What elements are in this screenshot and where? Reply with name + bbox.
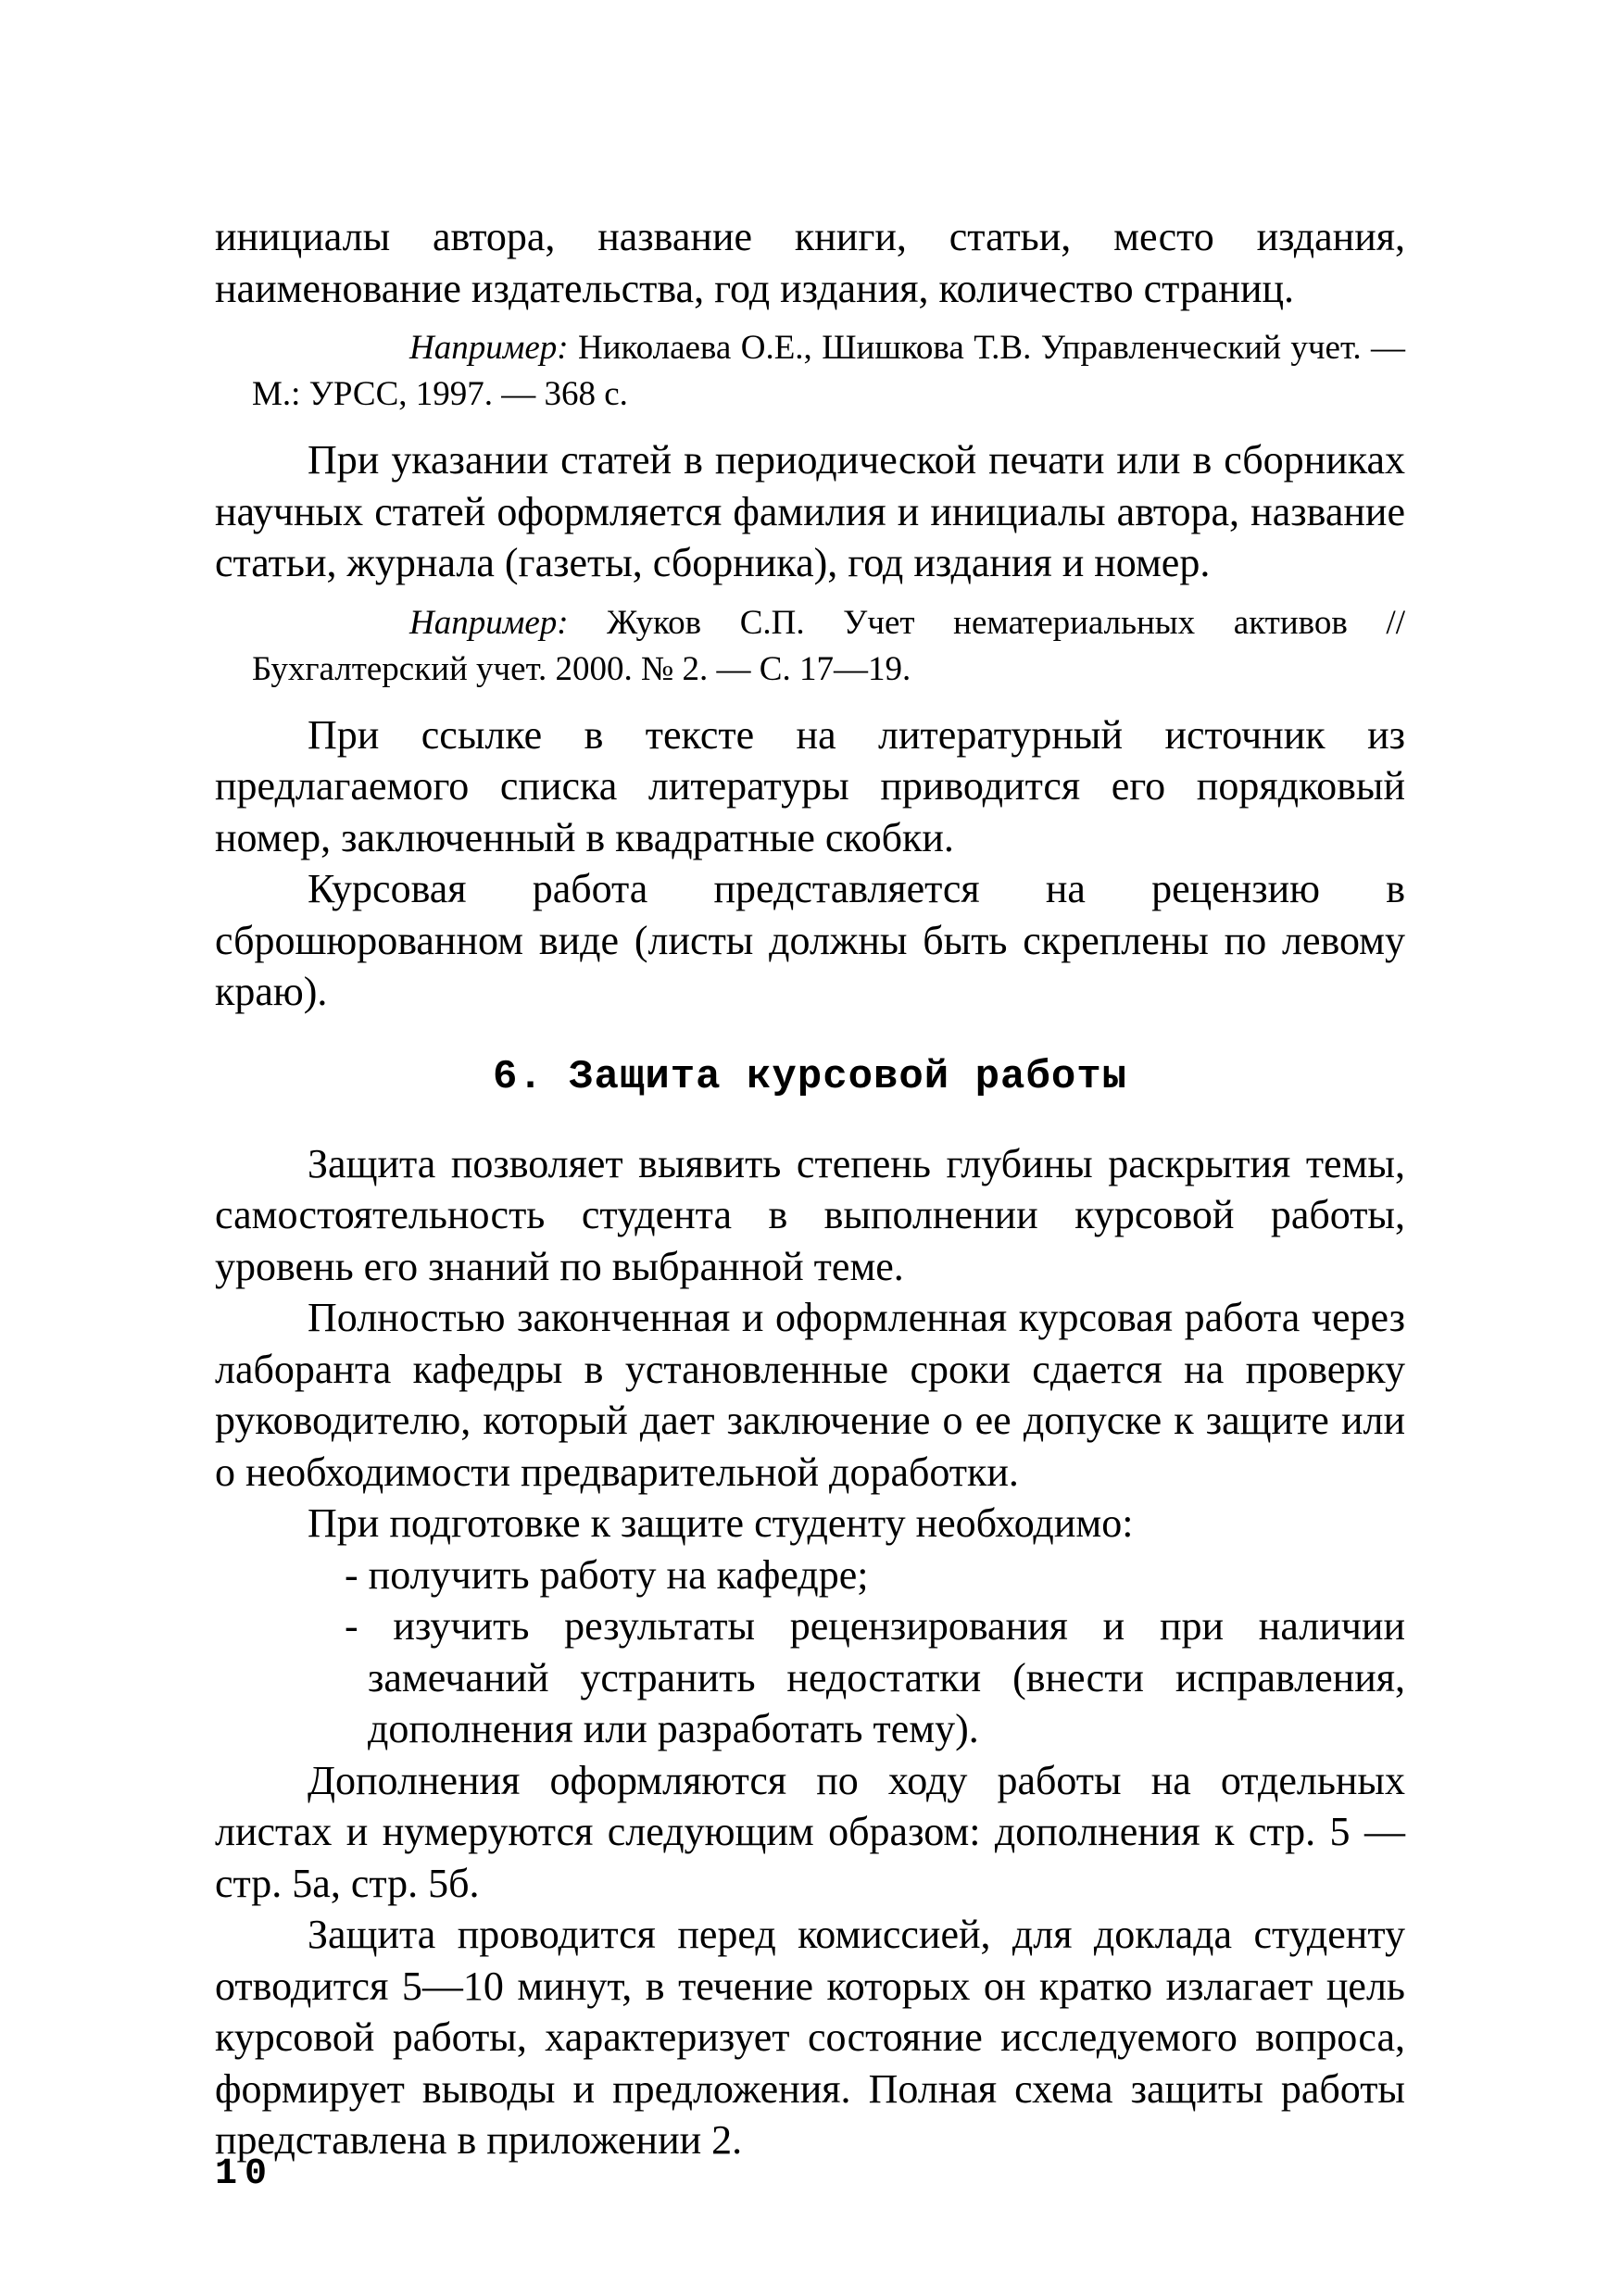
example-text: Николаева О.Е., Шишкова Т.В. Управленческий учет. — М.: УРСС, 1997. — 368 с. [252,329,1405,413]
paragraph-periodicals: При указании статей в периодической печати или в сборниках научных статей оформляется фамилия и инициалы автора, название статьи, журнала (газеты, сборника), год издания и номер. [215,437,1405,585]
paragraph-additions: Дополнения оформляются по ходу работы на отдельных листах и нумеруются следующим образом: дополнения к стр. 5 — стр. 5а, стр. 5б. [215,1757,1405,1906]
paragraph-author-initials: инициалы автора, название книги, статьи, место издания, наименование издательства, год издания, количество страниц. [215,214,1405,311]
list-item: - получить работу на кафедре; [345,1551,869,1598]
example-lead: Например: [409,603,569,642]
paragraph-preparation: При подготовке к защите студенту необходимо: [308,1500,1134,1546]
paragraph-defense-procedure: Защита проводится перед комиссией, для доклада студенту отводится 5—10 минут, в течение которых он кратко излагает цель курсовой работы, характеризует состояние исследуемого вопроса, формирует выводы и предложения. Полная схема защиты работы представлена в приложении 2. [215,1912,1405,2163]
example-article-citation [215,600,1405,693]
example-text: Жуков С.П. Учет нематериальных активов // Бухгалтерский учет. 2000. № 2. — С. 17—19. [252,603,1405,688]
page-content [215,211,1405,2166]
list-item: - изучить результаты рецензирования и при наличии замечаний устранить недостатки (внести исправления, дополнения или разработать тему). [345,1603,1405,1751]
example-book-citation [215,325,1405,418]
paragraph-defense-purpose: Защита позволяет выявить степень глубины раскрытия темы, самостоятельность студента в выполнении курсовой работы, уровень его знаний по выбранной теме. [215,1140,1405,1289]
example-lead: Например: [409,329,569,367]
section-heading: 6. Защита курсовой работы [492,1053,1128,1100]
paragraph-reference-numbers: При ссылке в тексте на литературный источник из предлагаемого списка литературы приводится его порядковый номер, заключенный в квадратные скобки. [215,711,1405,860]
paragraph-submission: Курсовая работа представляется на рецензию в сброшюрованном виде (листы должны быть скреплены по левому краю). [215,866,1405,1014]
paragraph-review: Полностью законченная и оформленная курсовая работа через лаборанта кафедры в установленные сроки сдается на проверку руководителю, который дает заключение о ее допуске к защите или о необходимости предварительной доработки. [215,1295,1405,1495]
page-number: 10 [215,2153,275,2195]
